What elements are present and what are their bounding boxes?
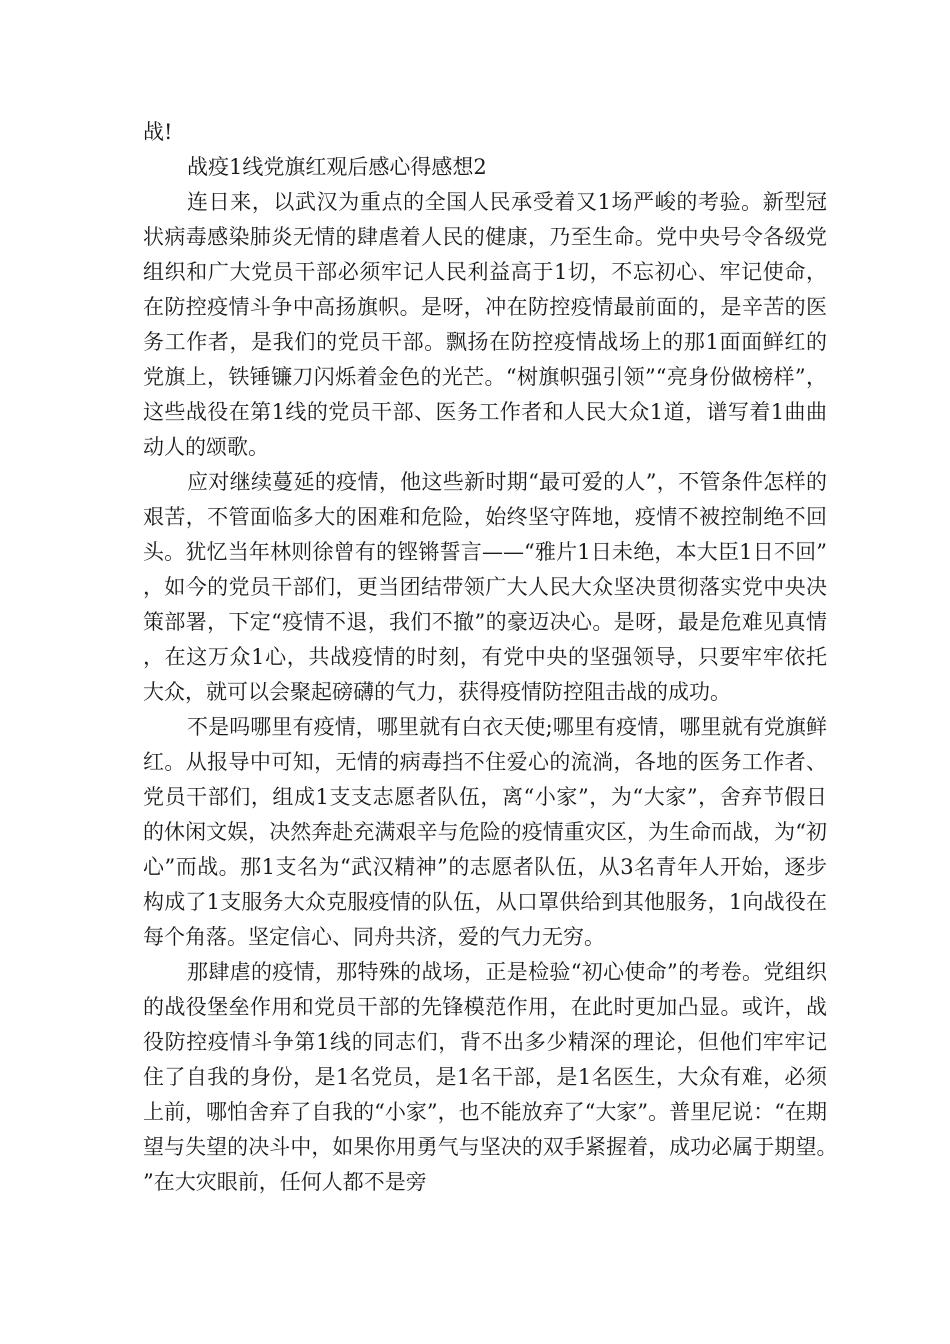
paragraph-1: 连日来，以武汉为重点的全国人民承受着又1场严峻的考验。新型冠状病毒感染肺炎无情的肆虐着人民的健康，乃至生命。党中央号令各级党组织和广大党员干部必须牢记人民利益高于1切，不忘初心、牢记使命，在防控疫情斗争中高扬旗帜。是呀，冲在防控疫情最前面的，是辛苦的医务工作者，是我们的党员干部。飘扬在防控疫情战场上的那1面面鲜红的党旗上，铁锤镰刀闪烁着金色的光芒。“树旗帜强引领”“亮身份做榜样”，这些战役在第1线的党员干部、医务工作者和人民大众1道，谱写着1曲曲动人的颂歌。 [143,190,827,459]
paragraph-3: 不是吗哪里有疫情，哪里就有白衣天使;哪里有疫情，哪里就有党旗鲜红。从报导中可知，无情的病毒挡不住爱心的流淌，各地的医务工作者、党员干部们，组成1支支志愿者队伍，离“小家”，为“大家”，舍弃节假日的休闲文娱，决然奔赴充满艰辛与危险的疫情重灾区，为生命而战，为“初心”而战。那1支名为“武汉精神”的志愿者队伍，从3名青年人开始，逐步构成了1支服务大众克服疫情的队伍，从口罩供给到其他服务，1向战役在每个角落。坚定信心、同舟共济，爱的气力无穷。 [143,715,827,949]
paragraph-4: 那肆虐的疫情，那特殊的战场，正是检验“初心使命”的考卷。党组织的战役堡垒作用和党员干部的先锋模范作用，在此时更加凸显。或许，战役防控疫情斗争第1线的同志们，背不出多少精深的理论，但他们牢牢记住了自我的身份，是1名党员，是1名干部，是1名医生，大众有难，必须上前，哪怕舍弃了自我的“小家”，也不能放弃了“大家”。普里尼说：“在期望与失望的决斗中，如果你用勇气与坚决的双手紧握着，成功必属于期望。”在大灾眼前，任何人都不是旁 [143,960,827,1194]
document-page [143,115,827,1200]
continuation-text: 战! [143,120,173,144]
section-title: 战疫1线党旗红观后感心得感想2 [187,155,487,179]
paragraph-2: 应对继续蔓延的疫情，他这些新时期“最可爱的人”，不管条件怎样的艰苦，不管面临多大的困难和危险，始终坚守阵地，疫情不被控制绝不回头。犹忆当年林则徐曾有的铿锵誓言——“雅片1日未绝，本大臣1日不回”，如今的党员干部们，更当团结带领广大人民大众坚决贯彻落实党中央决策部署，下定“疫情不退，我们不撤”的豪迈决心。是呀，最是危难见真情，在这万众1心，共战疫情的时刻，有党中央的坚强领导，只要牢牢依托大众，就可以会聚起磅礴的气力，获得疫情防控阻击战的成功。 [143,470,827,704]
